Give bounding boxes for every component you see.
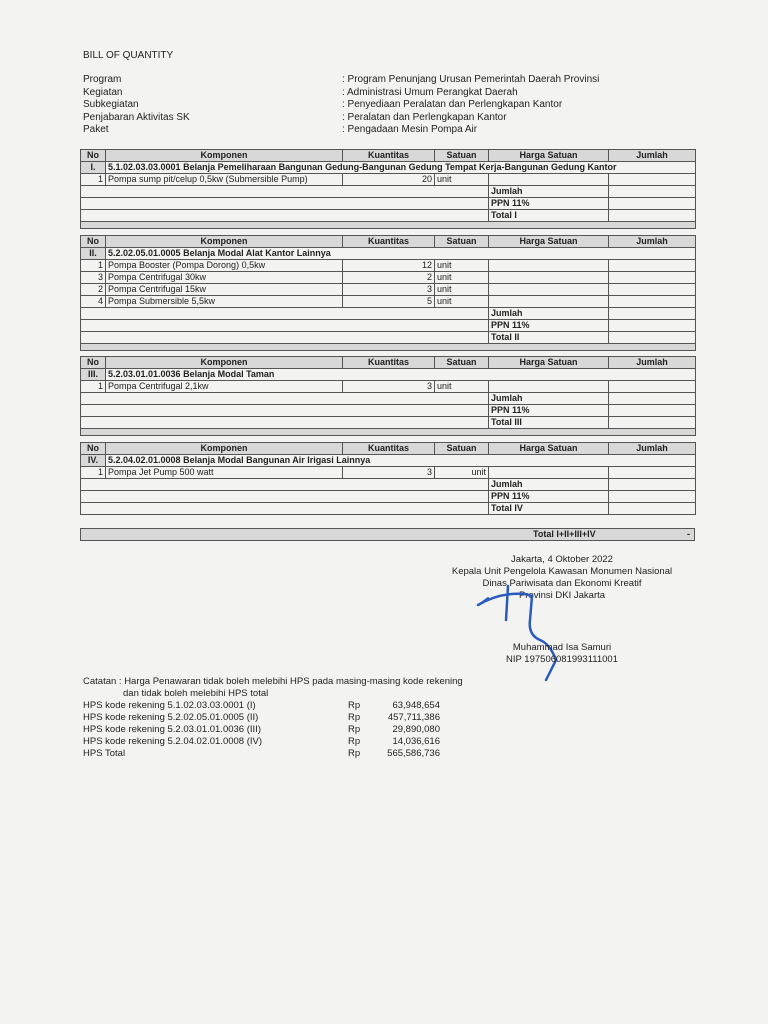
boq-table-section-3 (80, 356, 696, 436)
table-row (81, 272, 696, 284)
meta-row-paket (83, 124, 703, 137)
header-satuan: Satuan (435, 150, 489, 162)
jumlah-row (81, 308, 696, 320)
section-number: IV. (81, 455, 106, 467)
table-row (81, 296, 696, 308)
item-qty: 12 (343, 260, 435, 272)
hps-label: HPS kode rekening 5.2.04.02.01.0008 (IV) (83, 736, 263, 747)
meta-row-program (83, 74, 703, 87)
item-price (489, 174, 609, 186)
meta-value: : Peralatan dan Perlengkapan Kantor (342, 111, 507, 123)
hps-total-row (83, 748, 463, 760)
item-no: 2 (81, 284, 106, 296)
hps-currency: Rp (348, 748, 361, 759)
total-value (609, 503, 696, 515)
header-komponen: Komponen (106, 443, 343, 455)
header-harga-satuan: Harga Satuan (489, 236, 609, 248)
table-header-row (81, 357, 696, 369)
item-qty: 3 (343, 467, 435, 479)
item-price (489, 272, 609, 284)
jumlah-label: Jumlah (489, 186, 609, 198)
item-price (489, 296, 609, 308)
hps-label: HPS kode rekening 5.2.02.05.01.0005 (II) (83, 712, 259, 723)
blank-cell (81, 417, 489, 429)
meta-value: : Program Penunjang Urusan Pemerintah Daerah Provinsi (342, 74, 600, 85)
item-qty: 3 (343, 284, 435, 296)
item-no: 4 (81, 296, 106, 308)
total-label: Total I (489, 210, 609, 222)
table-row (81, 174, 696, 186)
sign-line-3: Provinsi DKI Jakarta (518, 590, 606, 601)
item-name: Pompa Submersible 5,5kw (106, 296, 343, 308)
ppn-label: PPN 11% (489, 320, 609, 332)
meta-label: Program (83, 74, 122, 85)
hps-label: HPS kode rekening 5.1.02.03.03.0001 (I) (83, 700, 256, 711)
header-komponen: Komponen (106, 236, 343, 248)
header-satuan: Satuan (435, 236, 489, 248)
ppn-value (609, 491, 696, 503)
item-total (609, 296, 696, 308)
item-no: 3 (81, 272, 106, 284)
sign-line-1: Kepala Unit Pengelola Kawasan Monumen Nasional (451, 566, 673, 577)
sign-place-date: Jakarta, 4 Oktober 2022 (511, 554, 613, 565)
section-title: 5.2.04.02.01.0008 Belanja Modal Bangunan Air Irigasi Lainnya (106, 455, 696, 467)
hps-label: HPS kode rekening 5.2.03.01.01.0036 (III) (83, 724, 261, 735)
section-title-row (81, 369, 696, 381)
ppn-row (81, 320, 696, 332)
item-total (609, 272, 696, 284)
hps-amount: 29,890,080 (392, 724, 440, 735)
ppn-row (81, 405, 696, 417)
header-kuantitas: Kuantitas (343, 357, 435, 369)
section-number: I. (81, 162, 106, 174)
item-qty: 20 (343, 174, 435, 186)
item-unit: unit (435, 381, 489, 393)
section-title-row (81, 455, 696, 467)
notes-line-1: Catatan : Harga Penawaran tidak boleh melebihi HPS pada masing-masing kode rekening (83, 676, 463, 687)
item-total (609, 174, 696, 186)
section-title: 5.2.03.01.01.0036 Belanja Modal Taman (106, 369, 696, 381)
item-unit: unit (435, 467, 489, 479)
document-meta (83, 74, 703, 137)
table-row (81, 381, 696, 393)
blank-cell (81, 308, 489, 320)
item-price (489, 284, 609, 296)
meta-row-penjabaran (83, 112, 703, 125)
item-name: Pompa Centrifugal 30kw (106, 272, 343, 284)
notes-line-2: dan tidak boleh melebihi HPS total (123, 688, 269, 699)
meta-label: Penjabaran Aktivitas SK (83, 111, 190, 123)
blank-cell (81, 405, 489, 417)
hps-currency: Rp (348, 724, 361, 735)
signer-nip: NIP 197506081993111001 (506, 654, 618, 665)
grand-total-label: Total I+II+III+IV (533, 529, 596, 539)
boq-table-section-1 (80, 149, 696, 229)
header-jumlah: Jumlah (609, 150, 696, 162)
item-qty: 2 (343, 272, 435, 284)
item-unit: unit (435, 272, 489, 284)
item-unit: unit (435, 174, 489, 186)
table-row (81, 260, 696, 272)
grand-total-row (80, 528, 695, 541)
section-spacer (81, 344, 696, 351)
ppn-value (609, 320, 696, 332)
item-qty: 5 (343, 296, 435, 308)
item-name: Pompa Jet Pump 500 watt (106, 467, 343, 479)
spacer-cell (81, 344, 696, 351)
item-total (609, 260, 696, 272)
hps-amount: 14,036,616 (392, 736, 440, 747)
hps-currency: Rp (348, 712, 361, 723)
total-row (81, 332, 696, 344)
blank-cell (81, 491, 489, 503)
item-unit: unit (435, 260, 489, 272)
ppn-label: PPN 11% (489, 198, 609, 210)
item-price (489, 381, 609, 393)
spacer-cell (81, 222, 696, 229)
ppn-row (81, 198, 696, 210)
total-row (81, 417, 696, 429)
jumlah-row (81, 186, 696, 198)
section-title-row (81, 248, 696, 260)
item-total (609, 467, 696, 479)
hps-label: HPS Total (83, 748, 126, 759)
header-harga-satuan: Harga Satuan (489, 150, 609, 162)
item-name: Pompa Centrifugal 2,1kw (106, 381, 343, 393)
table-header-row (81, 236, 696, 248)
table-header-row (81, 443, 696, 455)
jumlah-label: Jumlah (489, 479, 609, 491)
header-jumlah: Jumlah (609, 236, 696, 248)
item-no: 1 (81, 174, 106, 186)
total-row (81, 210, 696, 222)
hps-row (83, 712, 463, 724)
blank-cell (81, 503, 489, 515)
meta-label: Paket (83, 124, 109, 135)
section-title: 5.1.02.03.03.0001 Belanja Pemeliharaan Bangunan Gedung-Bangunan Gedung Tempat Kerja-Bangunan Gedung Kantor (106, 162, 696, 174)
meta-row-subkegiatan (83, 99, 703, 112)
item-price (489, 260, 609, 272)
handwritten-signature (470, 580, 580, 690)
meta-value: : Penyediaan Peralatan dan Perlengkapan Kantor (342, 99, 563, 110)
blank-cell (81, 210, 489, 222)
header-komponen: Komponen (106, 150, 343, 162)
header-no: No (81, 150, 106, 162)
blank-cell (81, 393, 489, 405)
hps-row (83, 736, 463, 748)
hps-amount: 63,948,654 (392, 700, 440, 711)
header-kuantitas: Kuantitas (343, 236, 435, 248)
ppn-value (609, 198, 696, 210)
header-satuan: Satuan (435, 443, 489, 455)
jumlah-value (609, 479, 696, 491)
hps-amount: 457,711,386 (387, 712, 440, 723)
total-row (81, 503, 696, 515)
boq-table-section-4 (80, 442, 696, 515)
header-komponen: Komponen (106, 357, 343, 369)
jumlah-value (609, 393, 696, 405)
section-spacer (81, 222, 696, 229)
item-no: 1 (81, 467, 106, 479)
section-title-row (81, 162, 696, 174)
jumlah-row (81, 479, 696, 491)
notes-block (83, 676, 463, 760)
item-name: Pompa Booster (Pompa Dorong) 0,5kw (106, 260, 343, 272)
jumlah-value (609, 308, 696, 320)
total-value (609, 332, 696, 344)
item-price (489, 467, 609, 479)
hps-currency: Rp (348, 736, 361, 747)
hps-currency: Rp (348, 700, 361, 711)
blank-cell (81, 186, 489, 198)
jumlah-label: Jumlah (489, 308, 609, 320)
section-spacer (81, 429, 696, 436)
boq-table-section-2 (80, 235, 696, 351)
ppn-label: PPN 11% (489, 405, 609, 417)
section-number: II. (81, 248, 106, 260)
header-jumlah: Jumlah (609, 443, 696, 455)
section-title: 5.2.02.05.01.0005 Belanja Modal Alat Kantor Lainnya (106, 248, 696, 260)
total-label: Total III (489, 417, 609, 429)
header-kuantitas: Kuantitas (343, 150, 435, 162)
item-total (609, 381, 696, 393)
blank-cell (81, 320, 489, 332)
meta-label: Kegiatan (83, 86, 123, 98)
grand-total-value: - (687, 529, 690, 539)
table-header-row (81, 150, 696, 162)
meta-value: : Pengadaan Mesin Pompa Air (342, 124, 478, 135)
header-harga-satuan: Harga Satuan (489, 443, 609, 455)
table-row (81, 467, 696, 479)
item-unit: unit (435, 296, 489, 308)
hps-row (83, 724, 463, 736)
ppn-value (609, 405, 696, 417)
header-no: No (81, 357, 106, 369)
total-label: Total II (489, 332, 609, 344)
blank-cell (81, 479, 489, 491)
document-title: BILL OF QUANTITY (83, 50, 174, 61)
item-qty: 3 (343, 381, 435, 393)
item-total (609, 284, 696, 296)
blank-cell (81, 332, 489, 344)
meta-row-kegiatan (83, 87, 703, 100)
ppn-row (81, 491, 696, 503)
section-number: III. (81, 369, 106, 381)
meta-label: Subkegiatan (83, 99, 139, 110)
blank-cell (81, 198, 489, 210)
total-value (609, 210, 696, 222)
item-name: Pompa Centrifugal 15kw (106, 284, 343, 296)
sign-line-2: Dinas Pariwisata dan Ekonomi Kreatif (482, 578, 642, 589)
ppn-label: PPN 11% (489, 491, 609, 503)
item-no: 1 (81, 381, 106, 393)
jumlah-row (81, 393, 696, 405)
item-name: Pompa sump pit/celup 0,5kw (Submersible Pump) (106, 174, 343, 186)
total-value (609, 417, 696, 429)
header-kuantitas: Kuantitas (343, 443, 435, 455)
header-jumlah: Jumlah (609, 357, 696, 369)
header-satuan: Satuan (435, 357, 489, 369)
item-no: 1 (81, 260, 106, 272)
total-label: Total IV (489, 503, 609, 515)
jumlah-label: Jumlah (489, 393, 609, 405)
header-harga-satuan: Harga Satuan (489, 357, 609, 369)
header-no: No (81, 236, 106, 248)
table-row (81, 284, 696, 296)
meta-value: : Administrasi Umum Perangkat Daerah (342, 86, 518, 98)
signer-name: Muhammad Isa Samuri (512, 642, 612, 653)
hps-amount: 565,586,736 (387, 748, 440, 759)
hps-row (83, 700, 463, 712)
header-no: No (81, 443, 106, 455)
spacer-cell (81, 429, 696, 436)
item-unit: unit (435, 284, 489, 296)
jumlah-value (609, 186, 696, 198)
